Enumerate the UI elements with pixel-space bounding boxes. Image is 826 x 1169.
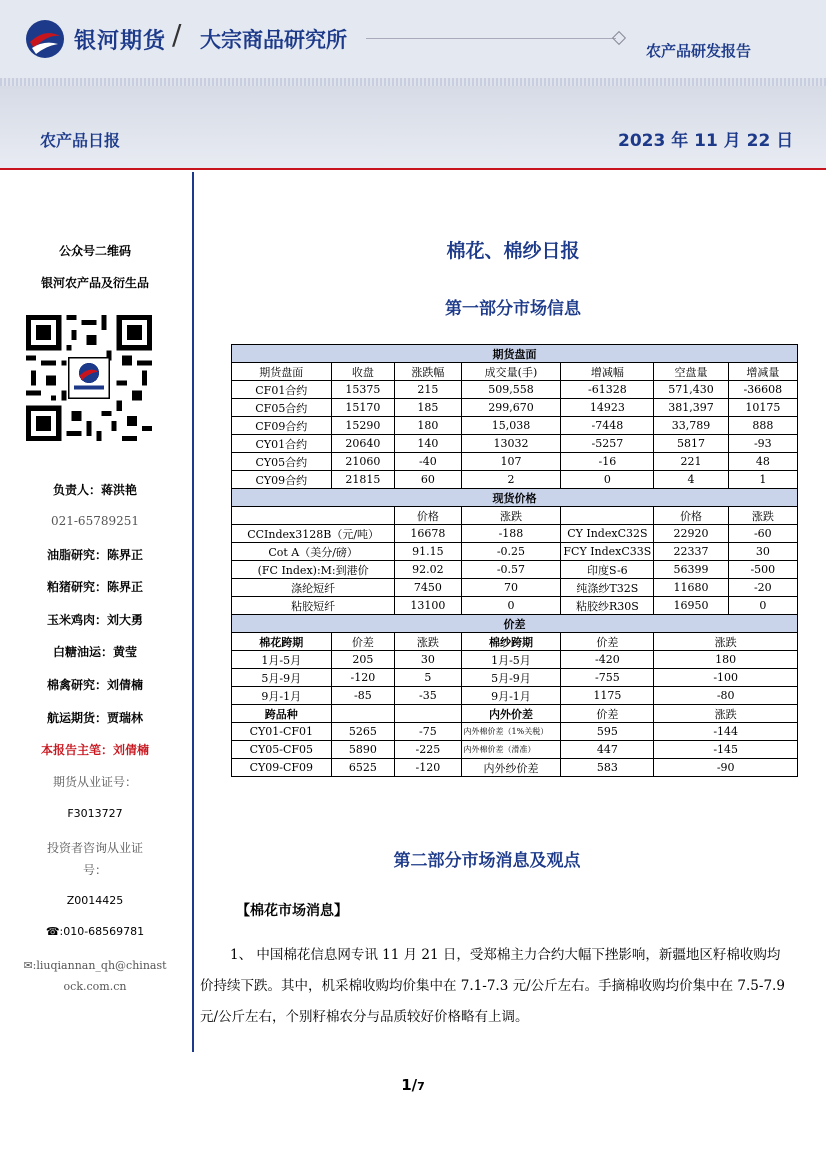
table-cell: 13100 — [395, 597, 461, 615]
table-cell: 447 — [561, 741, 654, 759]
table-cell: 20640 — [331, 435, 395, 453]
table-cell: 595 — [561, 723, 654, 741]
table-row — [232, 417, 798, 435]
staff-item: 白糖油运：黄莹 — [52, 645, 137, 659]
table-cell: 内外棉价差（滑准） — [461, 741, 561, 759]
header-cell: 涨跌 — [654, 705, 798, 723]
table-cell: 180 — [654, 651, 798, 669]
table-cell: 6525 — [331, 759, 395, 777]
staff-item: 粕猪研究：陈界正 — [46, 580, 143, 594]
telephone: ☎:010-68569781 — [45, 925, 145, 938]
table-cell: 9月-1月 — [461, 687, 561, 705]
table-cell: 4 — [654, 471, 728, 489]
consult-label-2: 号： — [82, 863, 107, 877]
report-author: 本报告主笔：刘倩楠 — [40, 743, 149, 757]
header-cell: 价差 — [561, 705, 654, 723]
table-cell: CF09合约 — [232, 417, 332, 435]
table-cell: -5257 — [561, 435, 654, 453]
license-label: 期货从业证号： — [52, 775, 137, 789]
table-cell: 内外棉价差（1%关税） — [461, 723, 561, 741]
table-section-header — [232, 345, 798, 363]
table-row — [232, 687, 798, 705]
email-line-2[interactable]: ock.com.cn — [63, 980, 127, 993]
table-row — [232, 435, 798, 453]
table-cell: -60 — [728, 525, 797, 543]
table-cell: -75 — [395, 723, 461, 741]
table-cell: 21060 — [331, 453, 395, 471]
table-cell: 205 — [331, 651, 395, 669]
header-cell: 涨跌幅 — [395, 363, 461, 381]
table-cell: 5265 — [331, 723, 395, 741]
table-cell: 5月-9月 — [461, 669, 561, 687]
table-cell: CY01合约 — [232, 435, 332, 453]
table-cell: 30 — [395, 651, 461, 669]
page-current: 1/ — [401, 1076, 418, 1094]
page-total: 7 — [417, 1080, 425, 1093]
table-cell: 381,397 — [654, 399, 728, 417]
table-cell: 9月-1月 — [232, 687, 332, 705]
company-name: 银河期货 — [74, 29, 167, 54]
table-cell: -40 — [395, 453, 461, 471]
table-cell: 33,789 — [654, 417, 728, 435]
table-cell: -145 — [654, 741, 798, 759]
table-cell: 888 — [728, 417, 797, 435]
email-line-1[interactable]: ✉:liuqiannan_qh@chinast — [23, 959, 167, 972]
table-cell: 10175 — [728, 399, 797, 417]
header-cell: 涨跌 — [395, 633, 461, 651]
report-type: 农产品研发报告 — [646, 42, 752, 60]
qr-code-icon — [26, 313, 152, 443]
table-cell: (FC Index):M:到港价 — [232, 561, 395, 579]
header-cell: 价差 — [331, 633, 395, 651]
table-cell: -755 — [561, 669, 654, 687]
news-paragraph: 1、 中国棉花信息网专讯 11 月 21 日，受郑棉主力合约大幅下挫影响，新疆地区籽棉收购均价持续下跌。其中，机采棉收购均价集中在 7.1-7.3 元/公斤左右。手摘棉收购均价集中在 7.5-7.9 元/公斤左右，个别籽棉农分与品质较好价格略有上调。 — [200, 947, 785, 1025]
table-cell: 48 — [728, 453, 797, 471]
table-cell: 粘胶短纤 — [232, 597, 395, 615]
table-section-header — [232, 615, 798, 633]
staff-item: 玉米鸡肉：刘大勇 — [46, 613, 143, 627]
header-cell: 涨跌 — [728, 507, 797, 525]
table-cell: CF05合约 — [232, 399, 332, 417]
header-cell: 期货盘面 — [232, 363, 332, 381]
table-cell: 内外纱价差 — [461, 759, 561, 777]
table-cell: CY IndexC32S — [561, 525, 654, 543]
table-cell: 30 — [728, 543, 797, 561]
news-heading: 【棉花市场消息】 — [236, 903, 348, 919]
table-cell: -90 — [654, 759, 798, 777]
table-row — [232, 741, 798, 759]
table-cell: 15375 — [331, 381, 395, 399]
table-header-row — [232, 507, 798, 525]
table-cell: -20 — [728, 579, 797, 597]
qr-title: 公众号二维码 — [58, 244, 131, 258]
table-cell: 185 — [395, 399, 461, 417]
table-cell: 13032 — [461, 435, 561, 453]
galaxy-logo-icon — [24, 18, 66, 60]
header-cell — [331, 705, 395, 723]
report-date: 2023 年 11 月 22 日 — [618, 131, 794, 151]
table-cell: -225 — [395, 741, 461, 759]
table-row — [232, 471, 798, 489]
header-cell: 涨跌 — [461, 507, 561, 525]
table-cell: 0 — [561, 471, 654, 489]
header-cell: 收盘 — [331, 363, 395, 381]
table-cell: -61328 — [561, 381, 654, 399]
table-section-header — [232, 489, 798, 507]
table-row — [232, 525, 798, 543]
table-header-row — [232, 363, 798, 381]
table-cell: 107 — [461, 453, 561, 471]
table-cell: 60 — [395, 471, 461, 489]
table-row — [232, 669, 798, 687]
table-cell: 14923 — [561, 399, 654, 417]
header-cell: 涨跌 — [654, 633, 798, 651]
table-cell: CY01-CF01 — [232, 723, 332, 741]
table-cell: 5890 — [331, 741, 395, 759]
table-cell: CY09合约 — [232, 471, 332, 489]
table-cell: -0.25 — [461, 543, 561, 561]
table-cell: CCIndex3128B（元/吨） — [232, 525, 395, 543]
daily-report-label: 农产品日报 — [40, 131, 121, 150]
page-number — [0, 1076, 826, 1094]
decorative-line — [366, 38, 616, 39]
table-cell: -0.57 — [461, 561, 561, 579]
table-cell: 5月-9月 — [232, 669, 332, 687]
header-cell: 增减量 — [728, 363, 797, 381]
table-cell: 1 — [728, 471, 797, 489]
table-cell: 11680 — [654, 579, 728, 597]
table-cell: 180 — [395, 417, 461, 435]
institute-name: 大宗商品研究所 — [200, 28, 347, 52]
report-title: 棉花、棉纱日报 — [446, 240, 580, 262]
header-cell — [232, 507, 395, 525]
table-cell: 15170 — [331, 399, 395, 417]
header-cell: 价格 — [654, 507, 728, 525]
table-header-row — [232, 705, 798, 723]
table-cell: FCY IndexC33S — [561, 543, 654, 561]
header-red-line — [0, 168, 826, 170]
table-cell: CF01合约 — [232, 381, 332, 399]
table-cell: 215 — [395, 381, 461, 399]
table-cell: 2 — [461, 471, 561, 489]
table-cell: 1175 — [561, 687, 654, 705]
table-cell: -16 — [561, 453, 654, 471]
table-cell: CY05-CF05 — [232, 741, 332, 759]
market-data-table — [231, 344, 798, 777]
header-cell: 棉花跨期 — [232, 633, 332, 651]
table-cell: -7448 — [561, 417, 654, 435]
table-cell: 纯涤纱T32S — [561, 579, 654, 597]
table-cell: -36608 — [728, 381, 797, 399]
table-cell: -144 — [654, 723, 798, 741]
table-cell: CY05合约 — [232, 453, 332, 471]
table-cell: 5 — [395, 669, 461, 687]
staff-item: 航运期货：贾瑞林 — [46, 711, 143, 725]
header-cell: 增减幅 — [561, 363, 654, 381]
table-cell: 16678 — [395, 525, 461, 543]
table-cell: 粘胶纱R30S — [561, 597, 654, 615]
header-cell: 价差 — [561, 633, 654, 651]
table-cell: -120 — [331, 669, 395, 687]
table-header-row — [232, 633, 798, 651]
table-cell: 221 — [654, 453, 728, 471]
table-cell: 1月-5月 — [232, 651, 332, 669]
table-cell: 22337 — [654, 543, 728, 561]
table-cell: 140 — [395, 435, 461, 453]
table-cell: 16950 — [654, 597, 728, 615]
table-cell: -100 — [654, 669, 798, 687]
table-row — [232, 399, 798, 417]
header-cell: 价格 — [395, 507, 461, 525]
table-cell: -85 — [331, 687, 395, 705]
table-cell: -500 — [728, 561, 797, 579]
table-row — [232, 759, 798, 777]
table-cell: -93 — [728, 435, 797, 453]
header-stripe — [0, 78, 826, 86]
table-cell: CY09-CF09 — [232, 759, 332, 777]
table-cell: 22920 — [654, 525, 728, 543]
table-cell: 583 — [561, 759, 654, 777]
table-row — [232, 543, 798, 561]
table-cell: 56399 — [654, 561, 728, 579]
table-row — [232, 597, 798, 615]
responsible-person: 负责人：蒋洪艳 — [52, 483, 137, 497]
table-cell: -188 — [461, 525, 561, 543]
staff-item: 棉禽研究：刘倩楠 — [46, 678, 143, 692]
staff-item: 油脂研究：陈界正 — [46, 548, 143, 562]
table-cell: -120 — [395, 759, 461, 777]
table-cell: 7450 — [395, 579, 461, 597]
diamond-icon — [612, 31, 626, 45]
table-row — [232, 651, 798, 669]
table-cell: -35 — [395, 687, 461, 705]
table-cell: -80 — [654, 687, 798, 705]
spread-title: 价差 — [232, 615, 798, 633]
table-row — [232, 723, 798, 741]
table-row — [232, 381, 798, 399]
table-row — [232, 579, 798, 597]
sidebar-divider — [192, 172, 194, 1052]
spot-title: 现货价格 — [232, 489, 798, 507]
phone-number: 021-65789251 — [50, 514, 140, 528]
table-cell: 涤纶短纤 — [232, 579, 395, 597]
table-cell: 509,558 — [461, 381, 561, 399]
table-cell: 571,430 — [654, 381, 728, 399]
table-cell: 1月-5月 — [461, 651, 561, 669]
header-cell: 空盘量 — [654, 363, 728, 381]
consult-label: 投资者咨询从业证 — [46, 841, 143, 855]
table-cell: 15,038 — [461, 417, 561, 435]
table-cell: 92.02 — [395, 561, 461, 579]
qr-subtitle: 银河农产品及衍生品 — [40, 276, 149, 290]
part1-heading: 第一部分市场信息 — [445, 299, 581, 319]
table-cell: -420 — [561, 651, 654, 669]
table-cell: 91.15 — [395, 543, 461, 561]
header-cell — [395, 705, 461, 723]
header-cell: 跨品种 — [232, 705, 332, 723]
header-cell — [561, 507, 654, 525]
table-cell: 0 — [461, 597, 561, 615]
table-cell: 15290 — [331, 417, 395, 435]
table-cell: Cot A（美分/磅） — [232, 543, 395, 561]
table-cell: 70 — [461, 579, 561, 597]
report-header — [0, 0, 826, 170]
table-row — [232, 453, 798, 471]
table-cell: 5817 — [654, 435, 728, 453]
table-cell: 21815 — [331, 471, 395, 489]
license-number: F3013727 — [67, 807, 123, 820]
table-cell: 299,670 — [461, 399, 561, 417]
table-row — [232, 561, 798, 579]
header-cell: 棉纱跨期 — [461, 633, 561, 651]
header-cell: 成交量(手) — [461, 363, 561, 381]
consult-number: Z0014425 — [66, 894, 124, 907]
table-cell: 印度S-6 — [561, 561, 654, 579]
slash-divider: / — [172, 18, 182, 51]
table-cell: 0 — [728, 597, 797, 615]
header-cell: 内外价差 — [461, 705, 561, 723]
futures-title: 期货盘面 — [232, 345, 798, 363]
part2-heading: 第二部分市场消息及观点 — [393, 851, 581, 871]
